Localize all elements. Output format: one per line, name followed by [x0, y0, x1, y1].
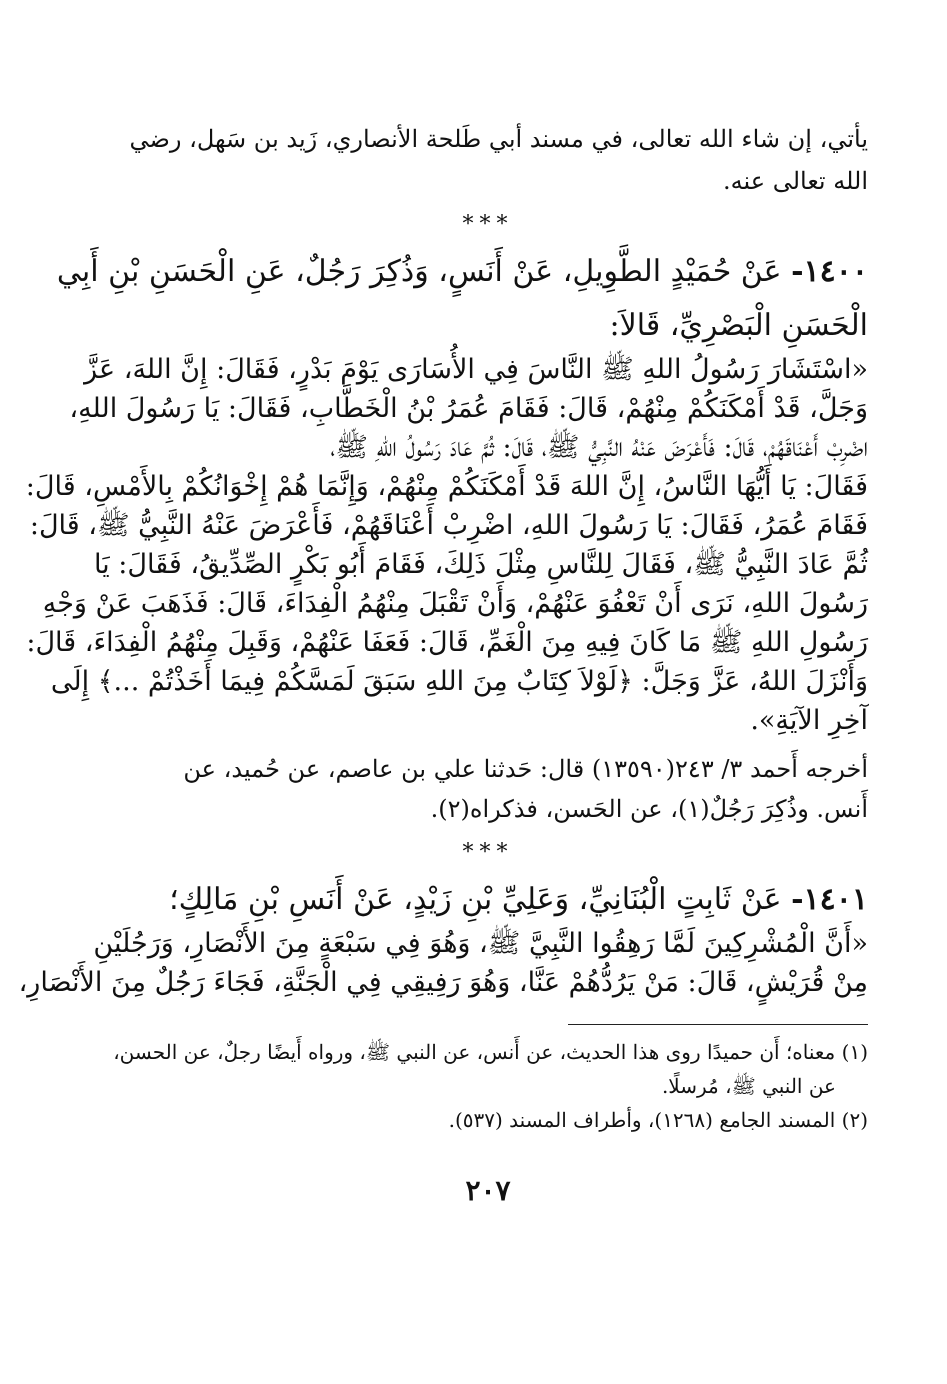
text-line: رَسُولِ اللهِ ﷺ مَا كَانَ فِيهِ مِنَ الْغَمِّ، قَالَ: فَعَفَا عَنْهُمْ، وَقَبِلَ مِنْهُمُ الْفِدَاءَ، قَالَ:	[26, 627, 868, 658]
text-line: اضْرِبْ أَعْنَاقَهُمْ، قَالَ: فَأَعْرَضَ عَنْهُ النَّبِيُّ ﷺ، قَالَ: ثُمَّ عَادَ رَسُولُ اللهِ ﷺ،	[330, 432, 868, 463]
hadith-text	[18, 924, 868, 1002]
text-line: «أَنَّ الْمُشْرِكِينَ لَمَّا رَهِقُوا النَّبِيَّ ﷺ، وَهُوَ فِي سَبْعَةٍ مِنَ الأَنْصَارِ، وَرَجُلَيْنِ	[93, 928, 868, 959]
hadith-1401	[18, 876, 868, 1002]
hadith-chain: عَنْ حُمَيْدٍ الطَّوِيلِ، عَنْ أَنَسٍ، وَذُكِرَ رَجُلٌ، عَنِ الْحَسَنِ بْنِ أَبِي	[56, 254, 782, 289]
text-line: أَنس. وذُكِرَ رَجُلٌ(١)، عن الحَسن، فذكراه(٢).	[430, 795, 868, 823]
hadith-number: ١٤٠٠-	[791, 254, 868, 289]
hadith-heading	[56, 248, 868, 296]
text-line: أخرجه أَحمد ٣/ ٢٤٣(١٣٥٩٠) قال: حَدثنا علي بن عاصم، عن حُميد، عن	[183, 755, 868, 783]
text-line: آخِرِ الآيَةِ».	[750, 705, 868, 736]
text-line: مِنْ قُرَيْشٍ، قَالَ: مَنْ يَرُدُّهُمْ عَنَّا، وَهُوَ رَفِيقِي فِي الْجَنَّةِ، فَجَاءَ رَجُلٌ مِنَ الأَنْصَارِ،	[18, 967, 868, 998]
text-line: فَقَامَ عُمَرُ، فَقَالَ: يَا رَسُولَ اللهِ، اضْرِبْ أَعْنَاقَهُمْ، فَأَعْرَضَ عَنْهُ النَّبِيُّ ﷺ، قَالَ:	[29, 510, 868, 541]
hadith-text	[25, 350, 868, 740]
separator-stars: ***	[462, 840, 514, 865]
text-line: يأتي، إن شاء الله تعالى، في مسند أبي طَلحة الأنصاري، زَيد بن سَهل، رضي	[129, 125, 868, 153]
intro-paragraph	[108, 118, 868, 202]
hadith-heading-line: الْحَسَنِ الْبَصْرِيِّ، قَالاَ:	[609, 308, 868, 343]
footnote-2: (٢) المسند الجامع (١٢٦٨)، وأطراف المسند (٥٣٧).	[448, 1108, 868, 1132]
text-line: ثُمَّ عَادَ النَّبِيُّ ﷺ، فَقَالَ لِلنَّاسِ مِثْلَ ذَلِكَ، فَقَامَ أَبُو بَكْرٍ الصِّدِّيقُ، فَقَالَ: يَا	[93, 549, 868, 580]
footnote-divider	[568, 1024, 868, 1025]
hadith-heading	[108, 876, 868, 924]
page-number: ٢٠٧	[465, 1174, 511, 1207]
footnotes	[108, 1035, 868, 1137]
hadith-number: ١٤٠١-	[791, 882, 868, 917]
text-line: فَقَالَ: يَا أَيُّهَا النَّاسُ، إِنَّ اللهَ قَدْ أَمْكَنَكُمْ مِنْهُمْ، وَإِنَّمَا هُمْ إِخْوَانُكُمْ بِالأَمْسِ، قَالَ:	[25, 471, 868, 502]
text-line: الله تعالى عنه.	[723, 167, 868, 195]
text-line: «اسْتَشَارَ رَسُولُ اللهِ ﷺ النَّاسَ فِي الأُسَارَى يَوْمَ بَدْرٍ، فَقَالَ: إِنَّ اللهَ، عَزَّ	[84, 354, 868, 385]
text-line: رَسُولَ اللهِ، نَرَى أَنْ تَعْفُوَ عَنْهُمْ، وَأَنْ تَقْبَلَ مِنْهُمُ الْفِدَاءَ، قَالَ: فَذَهَبَ عَنْ وَجْهِ	[42, 588, 868, 619]
takhrij-note	[108, 750, 868, 830]
separator-stars: ***	[462, 212, 514, 237]
footnote-1: (١) معناه؛ أَن حميدًا روى هذا الحديث، عن أَنس، عن النبي ﷺ، ورواه أَيضًا رجلٌ، عن الحسن،	[113, 1040, 868, 1064]
hadith-chain: عَنْ ثَابِتٍ الْبُنَانِيِّ، وَعَلِيِّ بْنِ زَيْدٍ، عَنْ أَنَسِ بْنِ مَالِكٍ؛	[169, 882, 782, 917]
document-page	[18, 118, 868, 1348]
hadith-1400	[25, 248, 868, 830]
text-line: وَجَلَّ، قَدْ أَمْكَنَكُمْ مِنْهُمْ، قَالَ: فَقَامَ عُمَرُ بْنُ الْخَطَّابِ، فَقَالَ: يَا رَسُولَ اللهِ،	[69, 393, 868, 424]
footnote-1-continued: عن النبي ﷺ، مُرسلًا.	[661, 1074, 836, 1098]
text-line: وَأَنْزَلَ اللهُ، عَزَّ وَجَلَّ: ﴿لَوْلاَ كِتَابٌ مِنَ اللهِ سَبَقَ لَمَسَّكُمْ فِيمَا أَخَذْتُمْ ...﴾ إِلَى	[50, 666, 868, 697]
